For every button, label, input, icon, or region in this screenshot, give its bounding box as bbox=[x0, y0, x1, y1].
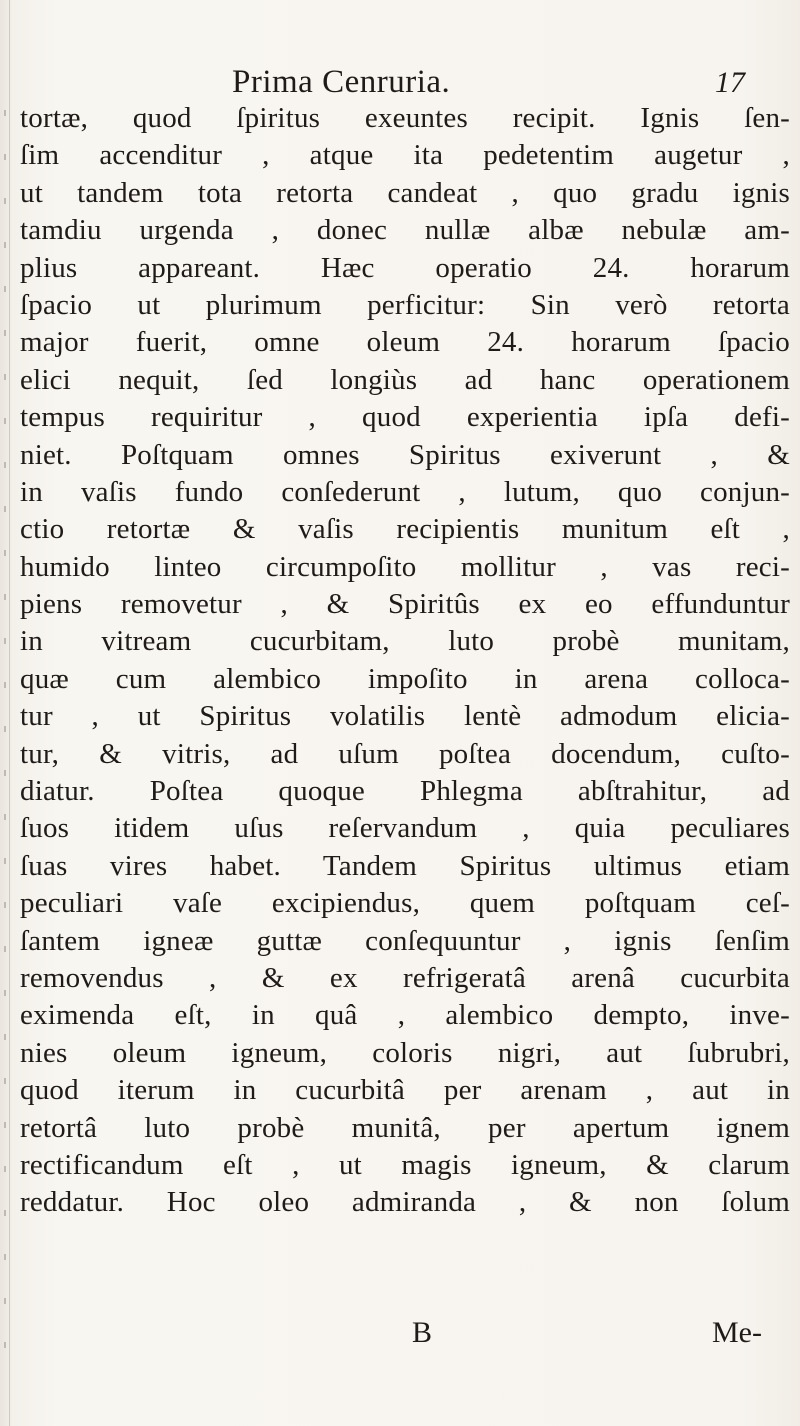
binding-marks bbox=[4, 110, 6, 1360]
page-number: 17 bbox=[715, 66, 745, 99]
text-line: ſuos itidem uſus reſervandum , quia peculiares bbox=[20, 812, 790, 845]
page-footer bbox=[0, 1316, 800, 1356]
gutter-edge bbox=[9, 0, 10, 1426]
text-line: ſim accenditur , atque ita pedetentim augetur , bbox=[20, 139, 790, 172]
text-line: tamdiu urgenda , donec nullæ albæ nebulæ am- bbox=[20, 214, 790, 247]
text-line: diatur. Poſtea quoque Phlegma abſtrahitur, ad bbox=[20, 775, 790, 808]
text-line: tur, & vitris, ad uſum poſtea docendum, cuſto- bbox=[20, 737, 790, 770]
text-line: quæ cum alembico impoſito in arena colloca- bbox=[20, 662, 790, 695]
text-line: major fuerit, omne oleum 24. horarum ſpacio bbox=[20, 326, 790, 359]
text-line: peculiari vaſe excipiendus, quem poſtquam ceſ- bbox=[20, 887, 790, 920]
text-line: nies oleum igneum, coloris nigri, aut ſubrubri, bbox=[20, 1036, 790, 1069]
catchword: Me- bbox=[712, 1316, 762, 1349]
running-head bbox=[0, 64, 800, 104]
text-line: tur , ut Spiritus volatilis lentè admodum elicia- bbox=[20, 700, 790, 733]
text-line: ſpacio ut plurimum perficitur: Sin verò retorta bbox=[20, 288, 790, 321]
text-line: ctio retortæ & vaſis recipientis munitum eſt , bbox=[20, 513, 790, 546]
text-line: in vaſis fundo conſederunt , lutum, quo conjun- bbox=[20, 475, 790, 508]
text-line: humido linteo circumpoſito mollitur , vas reci- bbox=[20, 550, 790, 583]
text-line: ut tandem tota retorta candeat , quo gradu ignis bbox=[20, 176, 790, 209]
text-line: reddatur. Hoc oleo admiranda , & non ſolum bbox=[20, 1186, 790, 1219]
text-line: eximenda eſt, in quâ , alembico dempto, inve- bbox=[20, 999, 790, 1032]
text-line: niet. Poſtquam omnes Spiritus exiverunt , & bbox=[20, 438, 790, 471]
body-text bbox=[20, 100, 790, 1222]
text-line: tempus requiritur , quod experientia ipſa defi- bbox=[20, 401, 790, 434]
signature-mark: B bbox=[412, 1316, 433, 1349]
text-line: retortâ luto probè munitâ, per apertum ignem bbox=[20, 1111, 790, 1144]
text-line: plius appareant. Hæc operatio 24. horarum bbox=[20, 251, 790, 284]
text-line: ſantem igneæ guttæ conſequuntur , ignis ſenſim bbox=[20, 924, 790, 957]
text-line: rectificandum eſt , ut magis igneum, & clarum bbox=[20, 1148, 790, 1181]
running-title: Prima Cenruria. bbox=[232, 64, 451, 100]
text-line: tortæ, quod ſpiritus exeuntes recipit. Ignis ſen- bbox=[20, 102, 790, 134]
text-line: ſuas vires habet. Tandem Spiritus ultimus etiam bbox=[20, 849, 790, 882]
text-line: elici nequit, ſed longiùs ad hanc operationem bbox=[20, 363, 790, 396]
text-line: quod iterum in cucurbitâ per arenam , aut in bbox=[20, 1074, 790, 1107]
text-line: in vitream cucurbitam, luto probè munitam, bbox=[20, 625, 790, 658]
text-line: removendus , & ex refrigeratâ arenâ cucurbita bbox=[20, 961, 790, 994]
text-line: piens removetur , & Spiritûs ex eo effunduntur bbox=[20, 588, 790, 621]
